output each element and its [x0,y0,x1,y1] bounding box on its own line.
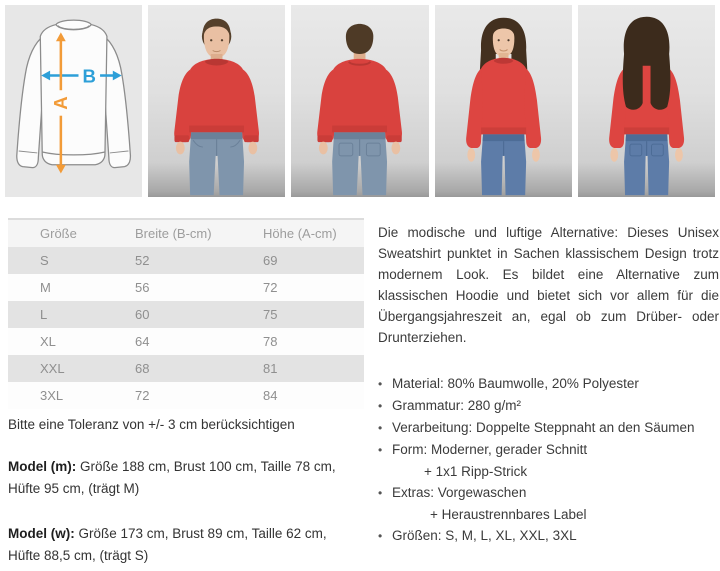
product-info-section [0,197,720,566]
model-w-measurements: Größe 173 cm, Brust 89 cm, Taille 62 cm, Hüfte 88,5 cm, (trägt S) [8,526,327,563]
size-table-header [8,219,364,247]
size-diagram-image[interactable] [5,5,142,197]
male-back-illustration [291,5,428,197]
bullet-icon: • [378,486,383,500]
feature-list [378,373,719,547]
product-image-gallery [0,0,720,197]
feature-item-form: • Form: Moderner, gerader Schnitt + 1x1 Ripp-Strick [378,439,719,482]
model-female-back-photo[interactable] [578,5,715,197]
model-w-info [8,523,360,566]
width-label: B [82,65,97,87]
product-description: Die modische und luftige Alternative: Dieses Unisex Sweatshirt punktet in Sachen klassischem Design trotz modernem Look. Es bildet eine Alternative zum klassischen Hoodie und bietet sich vor allem für die Übergangsjahreszeit an, egal ob zum Drüber- oder Drunterziehen. [378,225,719,345]
torso [40,25,107,165]
bullet-icon: • [378,377,383,391]
female-front-illustration [435,5,572,197]
model-female-front-photo[interactable] [435,5,572,197]
col-groesse: Größe [8,219,103,247]
male-front-illustration [148,5,285,197]
tolerance-note: Bitte eine Toleranz von +/- 3 cm berücksichtigen [8,417,295,432]
right-hand [249,142,258,155]
left-hand [467,148,475,162]
left-hand [176,142,185,155]
model-male-back-photo[interactable] [291,5,428,197]
feature-item-groessen: • Größen: S, M, L, XL, XXL, 3XL [378,525,719,547]
col-breite: Breite (B-cm) [103,219,231,247]
table-row: S 52 69 [8,247,364,274]
feature-item-verarbeitung: • Verarbeitung: Doppelte Steppnaht an den Säumen [378,417,719,439]
model-m-measurements: Größe 188 cm, Brust 100 cm, Taille 78 cm, Hüfte 95 cm, (trägt M) [8,459,336,496]
bullet-icon: • [378,443,383,457]
model-m-info [8,456,360,499]
col-hoehe: Höhe (A-cm) [231,219,364,247]
table-row: XXL 68 81 [8,355,364,382]
size-info-column [8,218,364,566]
height-label: A [50,96,72,110]
hair [346,24,373,54]
table-row: XL 64 78 [8,328,364,355]
table-row: 3XL 72 84 [8,382,364,409]
description-column [378,218,719,566]
model-w-label: Model (w): [8,526,75,542]
model-m-label: Model (m): [8,459,77,474]
bullet-icon: • [378,399,383,413]
right-hand [532,148,540,162]
collar [56,20,91,30]
bullet-icon: • [378,421,383,435]
size-table [8,218,364,409]
model-male-front-photo[interactable] [148,5,285,197]
sweatshirt-measure-illustration [5,5,142,197]
feature-item-grammatur: • Grammatur: 280 g/m² [378,395,719,417]
table-row: L 60 75 [8,301,364,328]
feature-subitem: + Heraustrennbares Label [430,506,587,522]
bullet-icon: • [378,529,383,543]
table-row: M 56 72 [8,274,364,301]
feature-subitem: + 1x1 Ripp-Strick [424,463,528,479]
feature-item-material: • Material: 80% Baumwolle, 20% Polyester [378,373,719,395]
feature-item-extras: • Extras: Vorgewaschen + Heraustrennbares Label [378,482,719,525]
female-back-illustration [578,5,715,197]
